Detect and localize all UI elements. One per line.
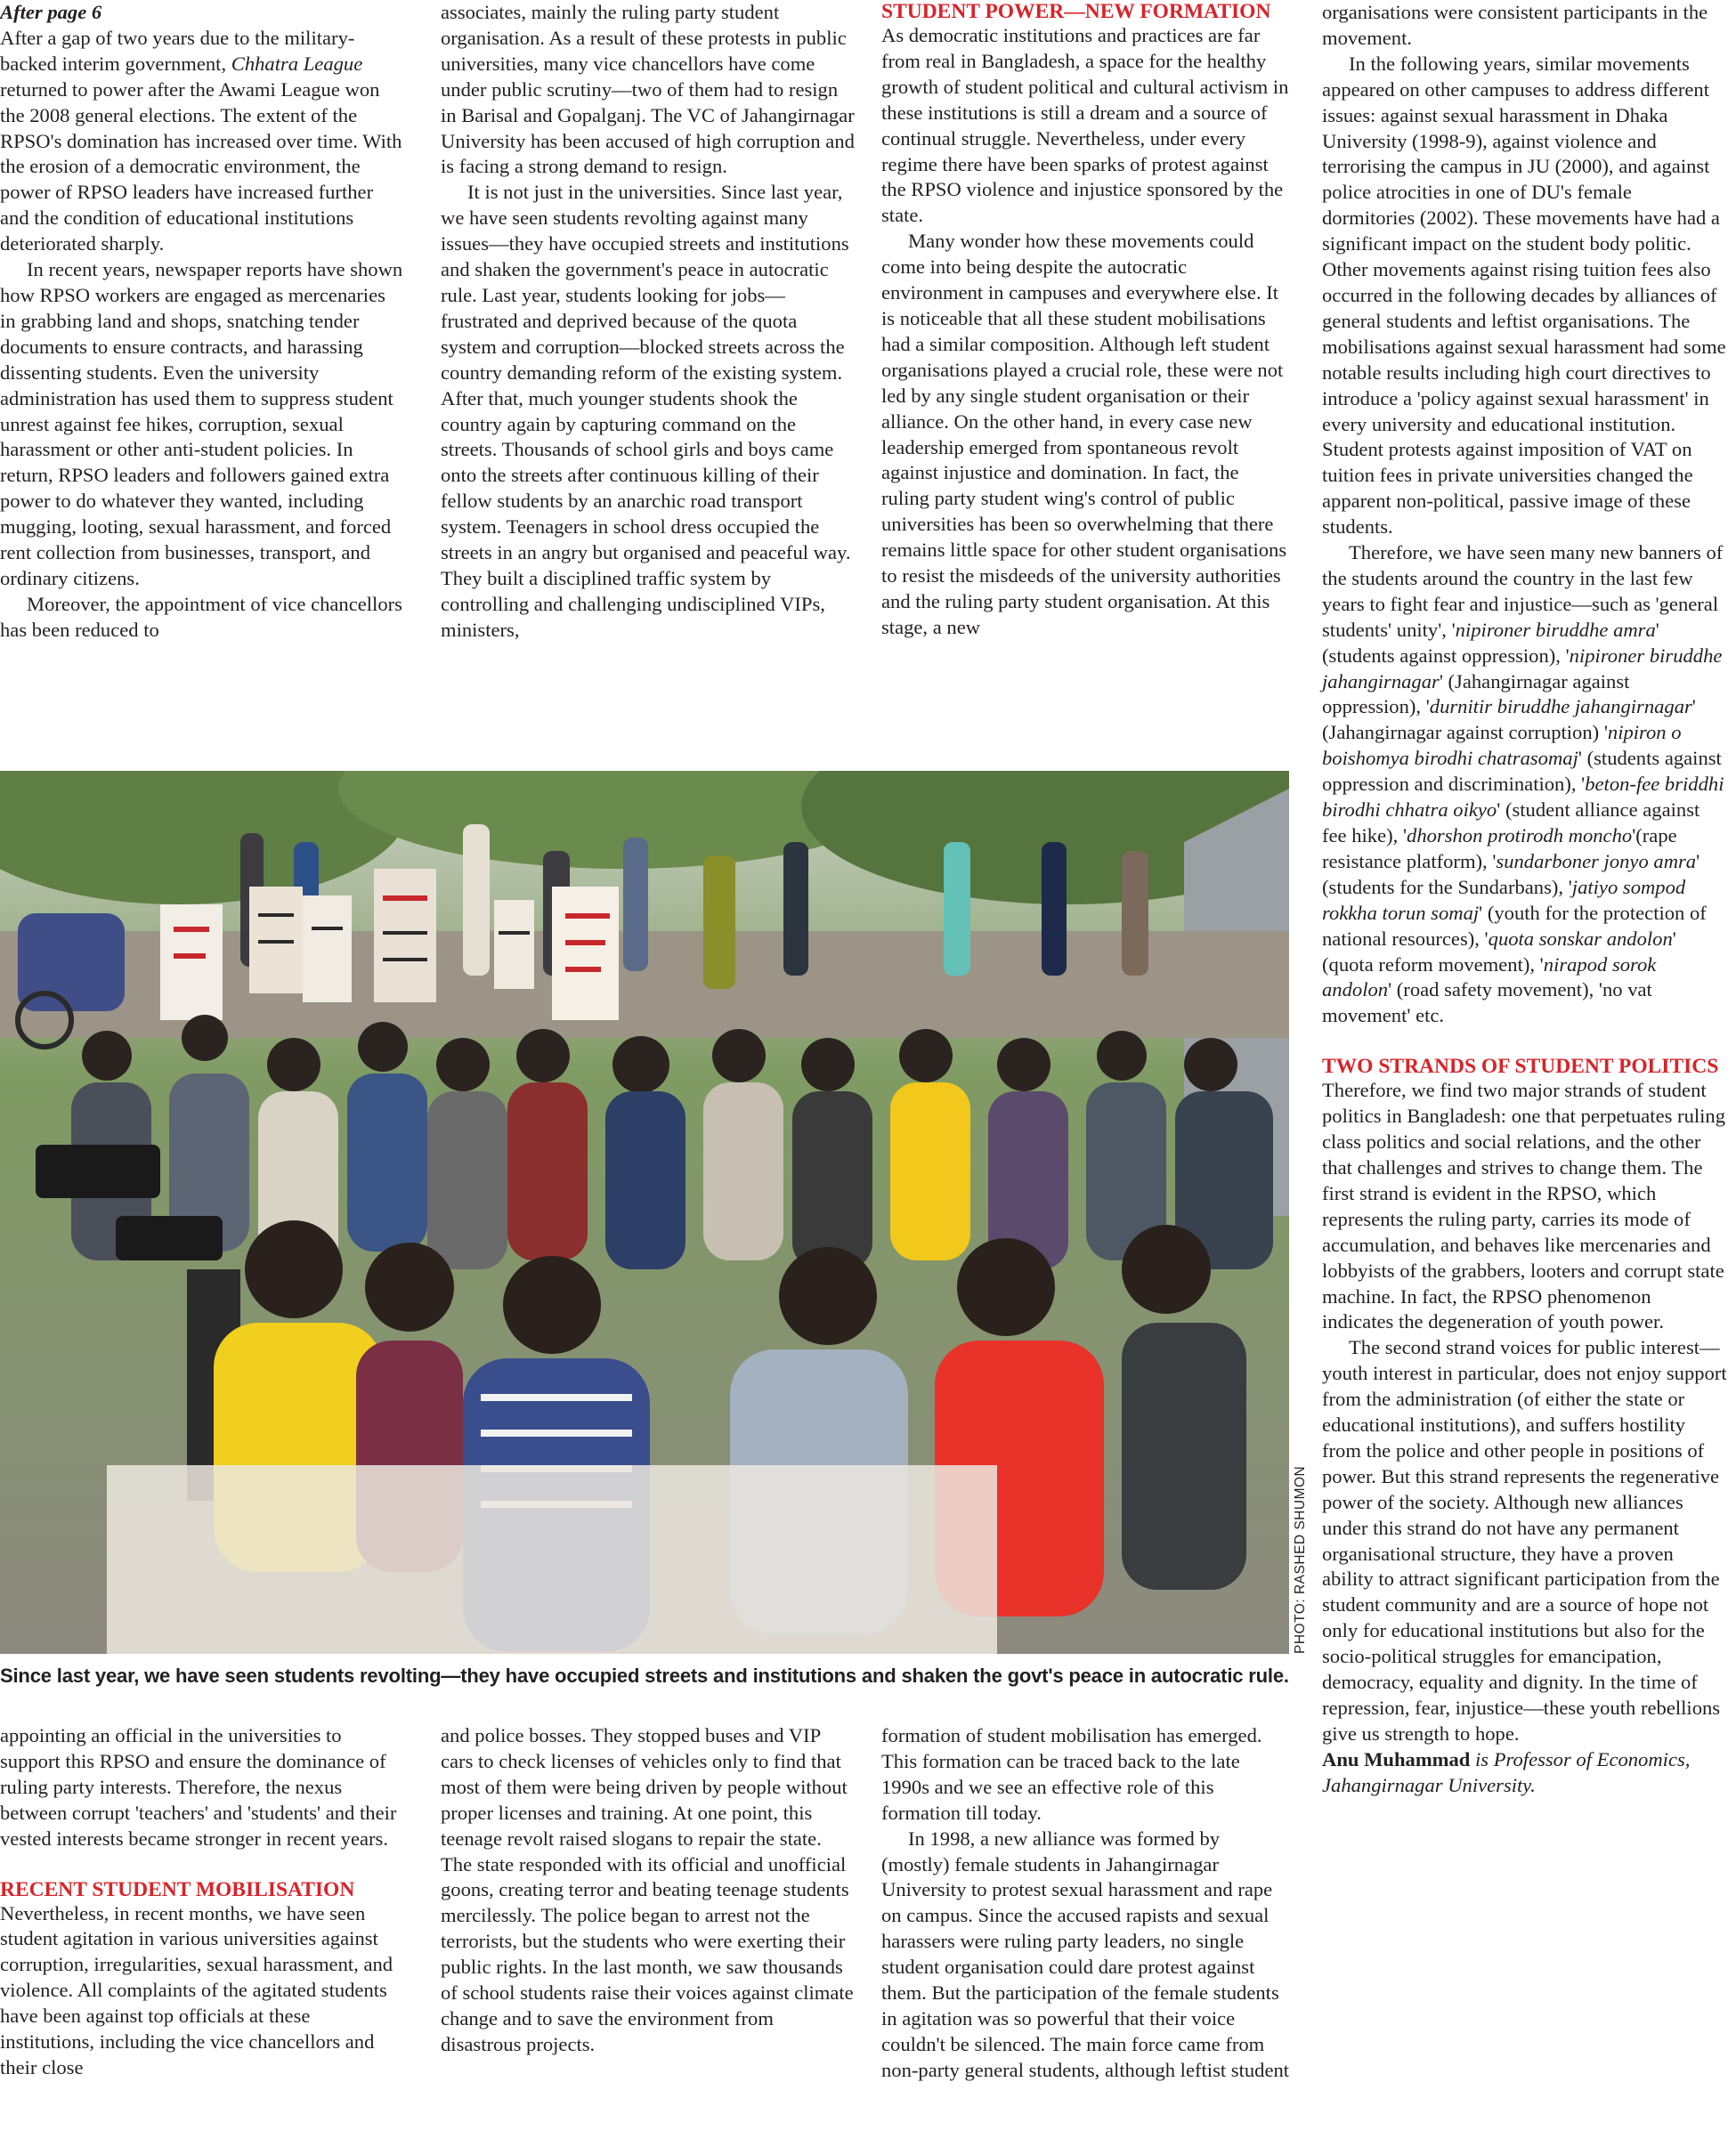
article-column-3-bottom [881,1723,1291,2084]
paragraph: After a gap of two years due to the military-backed interim government, Chhatra League returned to power after the Awami League won the 2008 general elections. The extent of the RPSO's domination has increased over time. With the erosion of a democratic environment, the power of RPSO leaders have increased further and the condition of educational institutions deteriorated sharply. [0,26,402,255]
paragraph: Nevertheless, in recent months, we have seen student agitation in various universities against corruption, irregularities, sexual harassment, and violence. All complaints of the agitated students have been against top officials at these institutions, including the vice chancellors and their close [0,1901,393,2078]
paragraph: The second strand voices for public interest—youth interest in particular, does not enjoy support from the administration (of either the state or educational institutions), and suffers hostility from the police and other people in positions of power. But this strand represents the regenerative power of the society. Although new alliances under this strand do not have any permanent organisational structure, they have a proven ability to attract significant participation from the student community and are a source of hope not only for educational institutions but also for the socio-political struggles for emancipation, democracy, equality and dignity. In the time of repression, fear, injustice—these youth rebellions give us strength to hope. [1322,1336,1727,1745]
paragraph: In recent years, newspaper reports have shown how RPSO workers are engaged as mercenaries in grabbing land and shops, snatching tender documents to ensure contracts, and harassing dissenting students. Even the university administration has used them to suppress student unrest against fee hikes, corruption, sexual harassment or other anti-student policies. In return, RPSO leaders and followers gained extra power to do whatever they wanted, including mugging, looting, sexual harassment, and forced rent collection from businesses, transport, and ordinary citizens. [0,258,403,589]
article-column-2-bottom [441,1723,855,2058]
crowd-image [0,771,1289,1654]
photo-caption: Since last year, we have seen students revolting—they have occupied streets and institutions and shaken the govt's peace in autocratic rule. [0,1665,1289,1687]
paragraph: It is not just in the universities. Since last year, we have seen students revolting against many issues—they have occupied streets and institutions and shaken the government's peace in autocratic rule. Last year, students looking for jobs—frustrated and deprived because of the quota system and corruption—blocked streets across the country demanding reform of the existing system. After that, much younger students shook the country again by capturing command on the streets. Thousands of school girls and boys came onto the streets after continuous killing of their fellow students by an anarchic road transport system. Teenagers in school dress occupied the streets in an angry but organised and peaceful way. They built a disciplined traffic system by controlling and challenging undisciplined VIPs, ministers, [441,181,851,641]
paragraph: Therefore, we find two major strands of student politics in Bangladesh: one that perpetuates ruling class politics and social relations, and the other that challenges and strives to change them. The first strand is evident in the RPSO, which represents the ruling party, carries its mode of accumulation, and behaves like mercenaries and lobbyists of the grabbers, looters and corrupt state machine. In fact, the RPSO phenomenon indicates the degeneration of youth power. [1322,1079,1726,1333]
protest-photo [0,771,1289,1654]
paragraph: In the following years, similar movements appeared on other campuses to address different issues: against sexual harassment in Dhaka University (1998-9), against violence and terrorising the campus in JU (2000), and against police atrocities in one of DU's female dormitories (2002). These movements have had a significant impact on the student body politic. Other movements against rising tuition fees also occurred in the following decades by alliances of general students and leftist organisations. The mobilisations against sexual harassment had some notable results including high court directives to introduce a 'policy against sexual harassment' in every university and educational institution. Student protests against imposition of VAT on tuition fees in private universities changed the apparent non-political, passive image of these students. [1322,52,1726,539]
paragraph: Therefore, we have seen many new banners of the students around the country in the last few years to fight fear and injustice—such as 'general students' unity', 'nipironer biruddhe amra' (students against oppression), 'nipironer biruddhe jahangirnagar' (Jahangirnagar against oppression), 'durnitir biruddhe jahangirnagar' (Jahangirnagar against corruption) 'nipiron o boishomya birodhi chatrasomaj' (students against oppression and discrimination), 'beton-fee briddhi birodhi chhatra oikyo' (student alliance against fee hike), 'dhorshon protirodh moncho'(rape resistance platform), 'sundarboner jonyo amra' (students for the Sundarbans), 'jatiyo sompod rokkha torun somaj' (youth for the protection of national resources), 'quota sonskar andolon' (quota reform movement), 'nirapod sorok andolon' (road safety movement), 'no vat movement' etc. [1322,541,1724,1027]
author-byline [1322,1747,1727,1799]
article-column-1-bottom [0,1723,405,2081]
paragraph: Many wonder how these movements could come into being despite the autocratic environment in campuses and everywhere else. It is noticeable that all these student mobilisations had a similar composition. Although left student organisations played a crucial role, these were not led by any single student organisation or their alliance. On the other hand, in every case new leadership emerged from spontaneous revolt against injustice and domination. In fact, the ruling party student wing's control of public universities has been so overwhelming that there remains little space for other student organisations to resist the misdeeds of the university authorities and the ruling party student organisation. At this stage, a new [881,230,1287,638]
section-heading: STUDENT POWER—NEW FORMATION [881,0,1271,23]
author-description: is Professor of Economics, Jahangirnagar University. [1322,1747,1691,1796]
section-heading: TWO STRANDS OF STUDENT POLITICS [1322,1055,1719,1079]
article-column-1 [0,0,405,644]
photo-credit: PHOTO: RASHED SHUMON [1293,1465,1308,1654]
section-heading: RECENT STUDENT MOBILISATION [0,1877,355,1901]
paragraph: organisations were consistent participants in the movement. [1322,1,1708,49]
article-column-4 [1322,0,1727,1799]
article-column-2 [441,0,855,644]
paragraph: As democratic institutions and practices are far from real in Bangladesh, a space for the healthy growth of student political and cultural activism in these institutions is still a dream and a source of continual struggle. Nevertheless, under every regime there have been sparks of protest against the RPSO violence and injustice sponsored by the state. [881,24,1289,227]
paragraph: formation of student mobilisation has emerged. This formation can be traced back to the late 1990s and we see an effective role of this formation till today. [881,1724,1262,1824]
paragraph: Moreover, the appointment of vice chancellors has been reduced to [0,592,402,641]
article-column-3 [881,0,1291,641]
paragraph: appointing an official in the universities to support this RPSO and ensure the dominance of ruling party interests. Therefore, the nexus between corrupt 'teachers' and 'students' and their vested interests became stronger in recent years. [0,1724,397,1850]
paragraph: In 1998, a new alliance was formed by (mostly) female students in Jahangirnagar University to protest sexual harassment and rape on campus. Since the accused rapists and sexual harassers were ruling party leaders, no single student organisation could dare protest against them. But the participation of the female students in agitation was so powerful that their voice couldn't be silenced. The main force came from non-party general students, although leftist student [881,1827,1290,2081]
author-name: Anu Muhammad [1322,1747,1471,1770]
paragraph: and police bosses. They stopped buses and VIP cars to check licenses of vehicles only to find that most of them were being driven by people without proper licenses and training. At one point, this teenage revolt raised slogans to repair the state. The state responded with its official and unofficial goons, creating terror and beating teenage students mercilessly. The police began to arrest not the terrorists, but the students who were exerting their public rights. In the last month, we saw thousands of school students raise their voices against climate change and to save the environment from disastrous projects. [441,1724,854,2055]
emphasis-text: Chhatra League [231,52,363,75]
continued-from-kicker: After page 6 [0,1,102,23]
paragraph: associates, mainly the ruling party student organisation. As a result of these protests in public universities, many vice chancellors have come under public scrutiny—two of them had to resign in Barisal and Gopalganj. The VC of Jahangirnagar University has been accused of high corruption and is facing a strong demand to resign. [441,1,855,178]
